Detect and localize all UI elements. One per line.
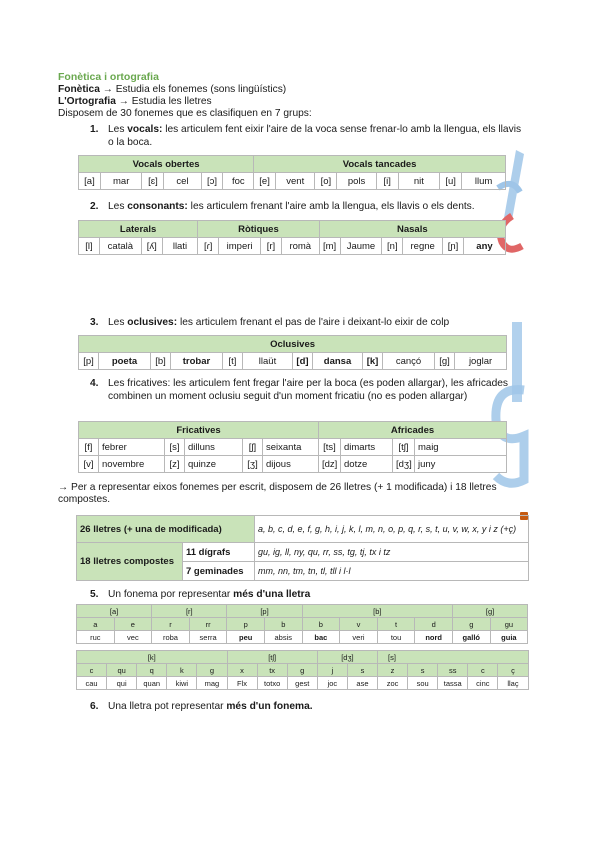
item-fricatives — [90, 377, 530, 419]
word-cell: totxo — [257, 677, 287, 690]
word-cell: mag — [197, 677, 227, 690]
word-cell: dimarts — [341, 439, 393, 456]
ipa-cell: [ʃ] — [243, 439, 263, 456]
letter-cell: ss — [438, 664, 468, 677]
disposem-line: Disposem de 30 fonemes que es clasifiquen en 7 grups: — [58, 108, 312, 119]
word-cell: romà — [281, 238, 319, 255]
letter-cell: ç — [498, 664, 528, 677]
word-cell: nit — [398, 173, 440, 190]
word-cell: galló — [452, 631, 490, 644]
compostes-row — [77, 543, 529, 562]
word-cell: vec — [114, 631, 152, 644]
item-consonants — [90, 200, 530, 214]
word-cell: joc — [317, 677, 347, 690]
letter-cell: b — [264, 618, 302, 631]
letters-intro: → Per a representar eixos fonemes per escrit, disposem de 26 lletres (+ 1 modificada) i 18 lletres compostes. — [58, 482, 497, 505]
item-text — [108, 123, 528, 149]
compostes-label: 18 lletres compostes — [77, 543, 183, 581]
phoneme-cell: [tʃ] — [227, 651, 317, 664]
item-text — [108, 700, 528, 713]
item-text — [108, 316, 528, 329]
letters-table — [76, 515, 529, 581]
word-cell: seixanta — [263, 439, 319, 456]
word-cell: quan — [137, 677, 167, 690]
word-cell: foc — [223, 173, 254, 190]
letter-cell: e — [114, 618, 152, 631]
item-keyword: consonants: — [127, 201, 188, 212]
letters-value: a, b, c, d, e, f, g, h, i, j, k, l, m, n, o, p, q, r, s, t, u, v, w, x, y i z (+ç) — [255, 516, 529, 543]
consonants-table — [78, 220, 506, 255]
letter-cell: c — [468, 664, 498, 677]
page-title: Fonètica i ortografia — [58, 71, 159, 83]
letter-cell: r — [152, 618, 190, 631]
word-cell: català — [99, 238, 141, 255]
word-cell: zoc — [378, 677, 408, 690]
letter-cell: s — [347, 664, 377, 677]
vocals-row — [79, 173, 506, 190]
ipa-cell: [ʎ] — [141, 238, 162, 255]
word-cell: dotze — [341, 456, 393, 473]
fonetica-label: Fonètica — [58, 84, 100, 95]
ortografia-text: Estudia les lletres — [131, 96, 212, 107]
word-cell: tassa — [438, 677, 468, 690]
word-cell: bac — [302, 631, 340, 644]
word-cell: febrer — [99, 439, 165, 456]
arrow-glyph: → — [99, 84, 116, 95]
word-cell: tou — [377, 631, 415, 644]
ipa-cell: [n] — [382, 238, 403, 255]
item-multiple-phonemes — [90, 700, 530, 714]
phoneme-cell: [ɡ] — [452, 605, 527, 618]
consonants-row — [79, 238, 506, 255]
header-cell: Laterals — [79, 221, 198, 238]
header-cell: Oclusives — [79, 336, 507, 353]
header-cell: Ròtiques — [198, 221, 319, 238]
letter-cell: q — [137, 664, 167, 677]
item-number: 4. — [90, 378, 99, 389]
word-cell: novembre — [99, 456, 165, 473]
geminades-value: mm, nn, tm, tn, tl, tll i l·l — [255, 562, 529, 581]
ipa-cell: [t] — [223, 353, 243, 370]
ipa-cell: [p] — [79, 353, 99, 370]
header-cell: Vocals obertes — [79, 156, 254, 173]
phoneme-cell: [p] — [227, 605, 302, 618]
item-keyword: més d'un fonema. — [226, 701, 313, 712]
ipa-cell: [f] — [79, 439, 99, 456]
item-multiple-letters — [90, 588, 530, 602]
item-pre: Les — [108, 317, 128, 328]
item-text — [108, 588, 528, 601]
letter-cell: b — [302, 618, 340, 631]
letter-cell: d — [415, 618, 453, 631]
item-oclusives — [90, 316, 530, 330]
word-row — [77, 631, 528, 644]
item-rest: les articulem frenant l'aire amb la llengua, els llavis o els dents. — [187, 201, 475, 212]
word-cell: trobar — [171, 353, 223, 370]
letter-cell: x — [227, 664, 257, 677]
ipa-cell: [r] — [261, 238, 282, 255]
item-number: 2. — [90, 201, 99, 212]
ipa-cell: [ɛ] — [142, 173, 164, 190]
arrow-glyph: → — [115, 96, 132, 107]
oclusives-header-row — [79, 336, 507, 353]
letter-cell: a — [77, 618, 115, 631]
ipa-cell: [dʒ] — [393, 456, 415, 473]
item-pre: Les — [108, 124, 128, 135]
item-number: 3. — [90, 317, 99, 328]
word-cell: poeta — [99, 353, 151, 370]
letter-cell: rr — [189, 618, 227, 631]
word-cell: dansa — [313, 353, 363, 370]
item-keyword: vocals: — [127, 124, 163, 135]
word-cell: cel — [164, 173, 201, 190]
item-rest: les articulem fent eixir l'aire de la voca sense frenar-lo amb la llengua, els llavis o la boca. — [108, 124, 522, 148]
vocals-header-row — [79, 156, 506, 173]
word-cell: regne — [403, 238, 443, 255]
ipa-cell: [v] — [79, 456, 99, 473]
ipa-cell: [ɔ] — [201, 173, 223, 190]
ipa-cell: [a] — [79, 173, 101, 190]
ipa-cell: [u] — [440, 173, 462, 190]
word-cell: nord — [415, 631, 453, 644]
item-keyword: més d'una lletra — [233, 589, 311, 600]
ipa-cell: [k] — [363, 353, 383, 370]
phoneme-row — [77, 651, 529, 664]
oclusives-table — [78, 335, 507, 370]
letter-row — [77, 664, 529, 677]
letter-row — [77, 618, 528, 631]
phoneme-cell: [b] — [302, 605, 452, 618]
item-pre: Les — [108, 201, 128, 212]
phoneme-cell: [r] — [152, 605, 227, 618]
item-vocals — [90, 123, 530, 151]
word-cell: llati — [162, 238, 198, 255]
item-text: Les fricatives: les articulem fent fregar l'aire per la boca (es poden allargar), les africades combinen un moment oclusiu seguit d'un moment fricatiu (no es poden allargar) — [108, 378, 509, 402]
letter-cell: v — [340, 618, 378, 631]
word-cell: imperi — [219, 238, 261, 255]
phoneme-cell: [s] — [378, 651, 529, 664]
word-cell: sou — [408, 677, 438, 690]
word-cell: roba — [152, 631, 190, 644]
word-cell: ase — [347, 677, 377, 690]
ipa-cell: [s] — [165, 439, 185, 456]
header-cell: Nasals — [319, 221, 505, 238]
ipa-cell: [z] — [165, 456, 185, 473]
fricatives-table — [78, 421, 507, 473]
geminades-label: 7 geminades — [183, 562, 255, 581]
word-cell: peu — [227, 631, 265, 644]
word-cell: ruc — [77, 631, 115, 644]
letter-cell: k — [167, 664, 197, 677]
ipa-cell: [b] — [151, 353, 171, 370]
digrafs-label: 11 dígrafs — [183, 543, 255, 562]
letters-row — [77, 516, 529, 543]
word-cell: llaç — [498, 677, 528, 690]
phoneme-cell: [k] — [77, 651, 228, 664]
word-cell: serra — [189, 631, 227, 644]
ipa-cell: [m] — [319, 238, 340, 255]
word-cell: maig — [415, 439, 507, 456]
word-cell: veri — [340, 631, 378, 644]
phoneme-letters-table-1 — [76, 604, 528, 644]
letters-label: 26 lletres (+ una de modificada) — [77, 516, 255, 543]
ortografia-label: L'Ortografia — [58, 96, 116, 107]
word-cell: cançó — [383, 353, 435, 370]
fonetica-text: Estudia els fonemes (sons lingüístics) — [115, 84, 287, 95]
ipa-cell: [o] — [315, 173, 337, 190]
letter-cell: z — [378, 664, 408, 677]
letter-cell: p — [227, 618, 265, 631]
phoneme-letters-table-2 — [76, 650, 529, 690]
ortografia-line — [58, 96, 212, 108]
word-cell: llum — [462, 173, 506, 190]
phoneme-cell: [a] — [77, 605, 152, 618]
word-cell: vent — [276, 173, 315, 190]
item-pre: Una lletra pot representar — [108, 701, 227, 712]
fonetica-line — [58, 84, 286, 96]
word-cell: mar — [100, 173, 142, 190]
word-row — [77, 677, 529, 690]
ipa-cell: [d] — [293, 353, 313, 370]
ipa-cell: [ʒ] — [243, 456, 263, 473]
digrafs-value: gu, ig, ll, ny, qu, rr, ss, tg, tj, tx i tz — [255, 543, 529, 562]
word-cell: pols — [337, 173, 376, 190]
item-number: 1. — [90, 124, 99, 135]
letter-cell: g — [452, 618, 490, 631]
consonants-header-row — [79, 221, 506, 238]
word-cell: juny — [415, 456, 507, 473]
item-number: 6. — [90, 701, 99, 712]
word-cell: quinze — [185, 456, 243, 473]
fricatives-row — [79, 439, 507, 456]
item-keyword: oclusives: — [127, 317, 178, 328]
header-cell: Fricatives — [79, 422, 319, 439]
letter-cell: g — [197, 664, 227, 677]
word-cell: any — [463, 238, 505, 255]
letter-cell: gu — [490, 618, 528, 631]
letter-cell: g — [287, 664, 317, 677]
word-cell: llaüt — [243, 353, 293, 370]
ipa-cell: [ɲ] — [443, 238, 464, 255]
oclusives-row — [79, 353, 507, 370]
letter-cell: j — [317, 664, 347, 677]
ipa-cell: [e] — [254, 173, 276, 190]
word-cell: kiwi — [167, 677, 197, 690]
header-cell: Vocals tancades — [254, 156, 506, 173]
phoneme-row — [77, 605, 528, 618]
ipa-cell: [tʃ] — [393, 439, 415, 456]
word-cell: qui — [107, 677, 137, 690]
word-cell: guia — [490, 631, 528, 644]
vocals-table — [78, 155, 506, 190]
ipa-cell: [ɡ] — [435, 353, 455, 370]
item-text — [108, 200, 538, 213]
item-rest: les articulem frenant el pas de l'aire i deixant-lo eixir de colp — [177, 317, 450, 328]
item-number: 5. — [90, 589, 99, 600]
word-cell: cau — [77, 677, 107, 690]
ipa-cell: [i] — [376, 173, 398, 190]
word-cell: dilluns — [185, 439, 243, 456]
header-cell: Africades — [319, 422, 507, 439]
word-cell: Flx — [227, 677, 257, 690]
ipa-cell: [dz] — [319, 456, 341, 473]
fricatives-row — [79, 456, 507, 473]
letter-cell: qu — [107, 664, 137, 677]
word-cell: dijous — [263, 456, 319, 473]
letter-cell: c — [77, 664, 107, 677]
fricatives-header-row — [79, 422, 507, 439]
letter-cell: tx — [257, 664, 287, 677]
word-cell: Jaume — [340, 238, 382, 255]
word-cell: cinc — [468, 677, 498, 690]
word-cell: joglar — [455, 353, 507, 370]
word-cell: absis — [264, 631, 302, 644]
ipa-cell: [ɾ] — [198, 238, 219, 255]
phoneme-cell: [dʒ] — [317, 651, 377, 664]
word-cell: gest — [287, 677, 317, 690]
item-pre: Un fonema por representar — [108, 589, 234, 600]
letter-cell: s — [408, 664, 438, 677]
letter-cell: t — [377, 618, 415, 631]
ipa-cell: [l] — [79, 238, 100, 255]
ipa-cell: [ts] — [319, 439, 341, 456]
